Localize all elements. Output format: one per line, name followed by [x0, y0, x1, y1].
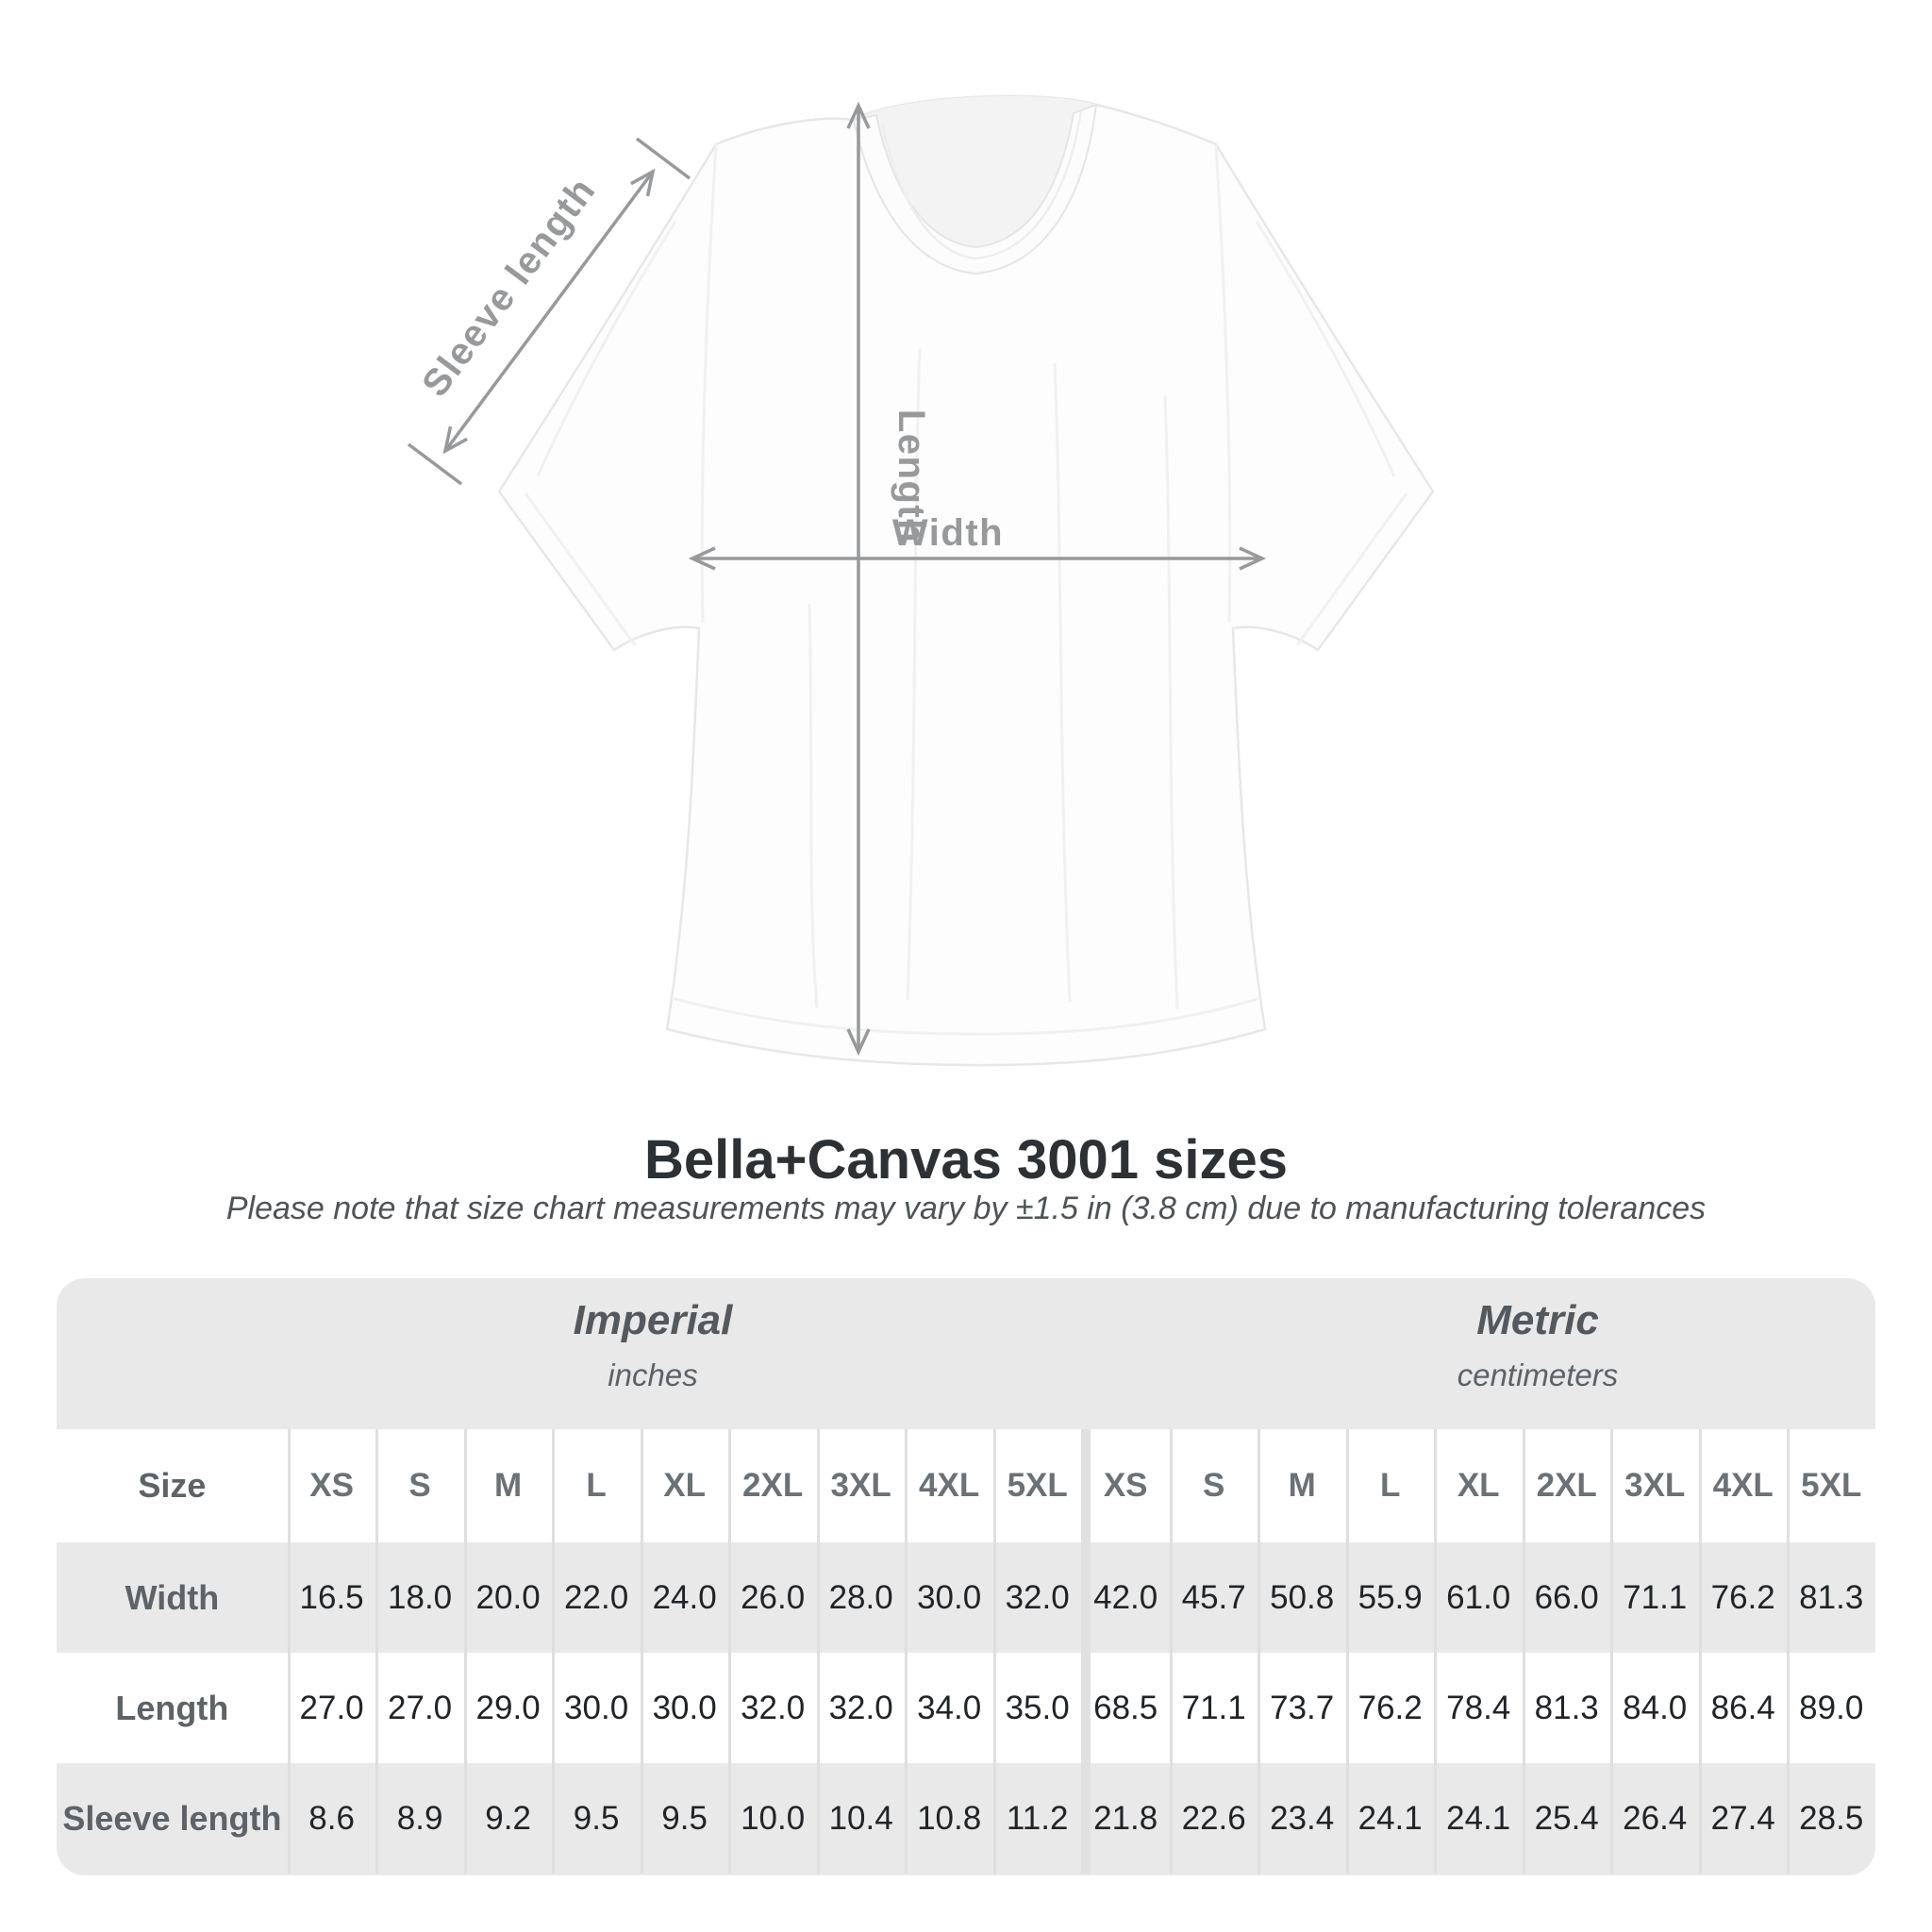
row-label: Sleeve length [62, 1798, 282, 1838]
table-row [57, 1763, 1875, 1874]
size-value: 24.0 [641, 1542, 729, 1653]
size-value: 22.6 [1170, 1763, 1258, 1874]
size-col-header: 3XL [1610, 1429, 1699, 1542]
unit-name-imperial: Imperial [573, 1297, 733, 1343]
size-col-header: S [375, 1429, 464, 1542]
size-value: 30.0 [905, 1542, 993, 1653]
row-label: Length [115, 1688, 229, 1727]
unit-sub-metric: centimeters [1457, 1357, 1619, 1392]
size-value: 20.0 [464, 1542, 553, 1653]
size-value: 55.9 [1346, 1542, 1435, 1653]
size-grid [57, 1429, 1875, 1874]
size-value: 86.4 [1699, 1653, 1788, 1763]
size-value: 61.0 [1434, 1542, 1523, 1653]
size-value: 32.0 [817, 1653, 906, 1763]
size-col-header: XS [1081, 1429, 1170, 1542]
size-value: 50.8 [1257, 1542, 1346, 1653]
width-label: Width [891, 512, 1005, 554]
size-value: 9.5 [552, 1763, 641, 1874]
size-value: 27.0 [288, 1653, 376, 1763]
size-col-header: L [1346, 1429, 1435, 1542]
size-value: 32.0 [728, 1653, 817, 1763]
size-value: 66.0 [1523, 1542, 1611, 1653]
unit-sub-imperial: inches [608, 1357, 698, 1392]
row-label: Width [125, 1577, 220, 1617]
size-value: 28.0 [817, 1542, 906, 1653]
size-value: 29.0 [464, 1653, 553, 1763]
size-col-header: XL [1434, 1429, 1523, 1542]
size-col-header: 4XL [905, 1429, 993, 1542]
size-value: 11.2 [993, 1763, 1082, 1874]
size-col-header: M [464, 1429, 553, 1542]
size-corner-label: Size [138, 1466, 207, 1505]
size-value: 71.1 [1610, 1542, 1699, 1653]
size-col-header: XL [641, 1429, 729, 1542]
size-value: 89.0 [1787, 1653, 1875, 1763]
size-value: 73.7 [1257, 1653, 1346, 1763]
size-value: 71.1 [1170, 1653, 1258, 1763]
size-value: 16.5 [288, 1542, 376, 1653]
size-value: 9.2 [464, 1763, 553, 1874]
size-value: 76.2 [1346, 1653, 1435, 1763]
size-value: 10.4 [817, 1763, 906, 1874]
unit-group-imperial [370, 1297, 936, 1393]
size-col-header: S [1170, 1429, 1258, 1542]
table-row [57, 1429, 1875, 1542]
table-row [57, 1653, 1875, 1763]
size-value: 27.0 [375, 1653, 464, 1763]
table-row [57, 1542, 1875, 1653]
size-value: 25.4 [1523, 1763, 1611, 1874]
size-value: 68.5 [1081, 1653, 1170, 1763]
size-value: 26.4 [1610, 1763, 1699, 1874]
size-value: 84.0 [1610, 1653, 1699, 1763]
size-value: 27.4 [1699, 1763, 1788, 1874]
size-value: 81.3 [1523, 1653, 1611, 1763]
unit-group-metric [1255, 1297, 1821, 1393]
size-value: 22.0 [552, 1542, 641, 1653]
page-subtitle: Please note that size chart measurements may vary by ±1.5 in (3.8 cm) due to manufacturing tolerances [225, 1191, 1707, 1226]
size-value: 10.0 [728, 1763, 817, 1874]
size-value: 81.3 [1787, 1542, 1875, 1653]
size-value: 34.0 [905, 1653, 993, 1763]
size-col-header: 5XL [1787, 1429, 1875, 1542]
size-value: 30.0 [641, 1653, 729, 1763]
size-col-header: 2XL [728, 1429, 817, 1542]
sleeve-length-label: Sleeve length [414, 169, 605, 405]
page-title: Bella+Canvas 3001 sizes [644, 1129, 1288, 1191]
size-value: 9.5 [641, 1763, 729, 1874]
size-value: 78.4 [1434, 1653, 1523, 1763]
size-value: 8.6 [288, 1763, 376, 1874]
size-value: 28.5 [1787, 1763, 1875, 1874]
size-value: 21.8 [1081, 1763, 1170, 1874]
length-label: Length [891, 408, 932, 544]
size-value: 42.0 [1081, 1542, 1170, 1653]
size-value: 23.4 [1257, 1763, 1346, 1874]
size-col-header: 5XL [993, 1429, 1082, 1542]
size-col-header: M [1257, 1429, 1346, 1542]
size-value: 26.0 [728, 1542, 817, 1653]
size-col-header: XS [288, 1429, 376, 1542]
size-value: 10.8 [905, 1763, 993, 1874]
size-value: 24.1 [1346, 1763, 1435, 1874]
size-value: 45.7 [1170, 1542, 1258, 1653]
size-col-header: 2XL [1523, 1429, 1611, 1542]
size-value: 35.0 [993, 1653, 1082, 1763]
size-col-header: L [552, 1429, 641, 1542]
size-table [57, 1278, 1875, 1875]
size-value: 18.0 [375, 1542, 464, 1653]
size-col-header: 4XL [1699, 1429, 1788, 1542]
size-value: 32.0 [993, 1542, 1082, 1653]
size-col-header: 3XL [817, 1429, 906, 1542]
size-value: 30.0 [552, 1653, 641, 1763]
size-value: 76.2 [1699, 1542, 1788, 1653]
size-value: 24.1 [1434, 1763, 1523, 1874]
size-value: 8.9 [375, 1763, 464, 1874]
unit-name-metric: Metric [1476, 1297, 1599, 1343]
